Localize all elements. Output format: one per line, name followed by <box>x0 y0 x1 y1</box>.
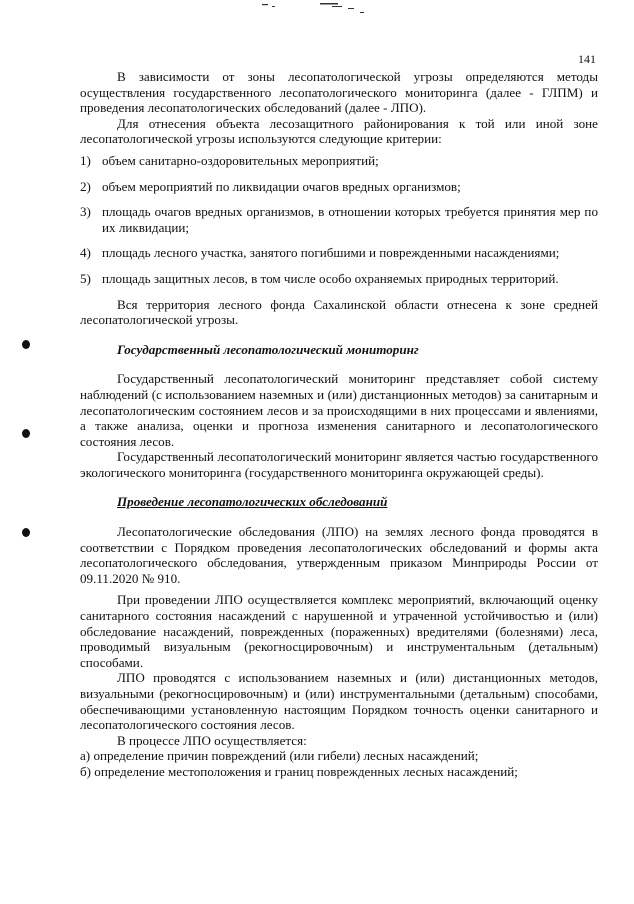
criteria-list <box>80 153 598 287</box>
document-body <box>80 69 598 780</box>
paragraph: Для отнесения объекта лесозащитного районирования к той или иной зоне лесопатологической угрозы используются следующие критерии: <box>80 115 598 147</box>
list-item: 2) объем мероприятий по ликвидации очагов вредных организмов; <box>80 178 461 194</box>
punch-hole-mark <box>22 429 30 438</box>
paragraph: Государственный лесопатологический мониторинг представляет собой систему наблюдений (с использованием наземных и (или) дистанционных методов) за санитарным и лесопатологическим состоянием лесов и за происходящими в них процессами и явлениями, а также анализа, оценки и прогноза изменения санитарного и лесопатологического состояния лесов. <box>80 371 598 449</box>
list-item: 3) площадь очагов вредных организмов, в отношении которых требуется принятия мер по их ликвидации; <box>80 204 598 235</box>
paragraph: При проведении ЛПО осуществляется комплекс мероприятий, включающий оценку санитарного состояния насаждений с нарушенной и утраченной устойчивостью и (или) обследование насаждений, поврежденных (пораженных) вредителями (болезнями) леса, проводимый визуальным (рекогносцировочным) и инструментальным (детальным) способами. <box>80 592 598 670</box>
list-item: б) определение местоположения и границ поврежденных лесных насаждений; <box>80 763 518 779</box>
paragraph: В зависимости от зоны лесопатологической угрозы определяются методы осуществления государственного лесопатологического мониторинга (далее - ГЛПМ) и проведения лесопатологических обследований (далее - ЛПО). <box>80 69 598 116</box>
punch-hole-mark <box>22 340 30 349</box>
list-item: 1) объем санитарно-оздоровительных мероприятий; <box>80 152 379 168</box>
list-item: а) определение причин повреждений (или гибели) лесных насаждений; <box>80 748 479 764</box>
paragraph: В процессе ЛПО осуществляется: <box>117 732 307 748</box>
paragraph: ЛПО проводятся с использованием наземных и (или) дистанционных методов, визуальными (рекогносцировочным) и (или) инструментальными (детальным) способами, обеспечивающими установленную настоящим Порядком точность оценки санитарного и лесопатологического состояния лесов. <box>80 670 598 733</box>
scan-artifact <box>250 0 400 20</box>
list-item: 4) площадь лесного участка, занятого погибшими и поврежденными насаждениями; <box>80 245 560 261</box>
list-item: 5) площадь защитных лесов, в том числе особо охраняемых природных территорий. <box>80 270 559 286</box>
section-heading: Проведение лесопатологических обследований <box>117 494 388 510</box>
paragraph: Вся территория лесного фонда Сахалинской области отнесена к зоне средней лесопатологической угрозы. <box>80 296 598 328</box>
section-heading: Государственный лесопатологический мониторинг <box>117 341 419 357</box>
page-number: 141 <box>578 52 596 66</box>
punch-hole-mark <box>22 528 30 537</box>
paragraph: Государственный лесопатологический мониторинг является частью государственного экологического мониторинга (государственного мониторинга окружающей среды). <box>80 449 598 480</box>
paragraph: Лесопатологические обследования (ЛПО) на землях лесного фонда проводятся в соответствии с Порядком проведения лесопатологических обследований и формы акта лесопатологического обследования, утвержденным приказом Минприроды России от 09.11.2020 № 910. <box>80 524 598 586</box>
